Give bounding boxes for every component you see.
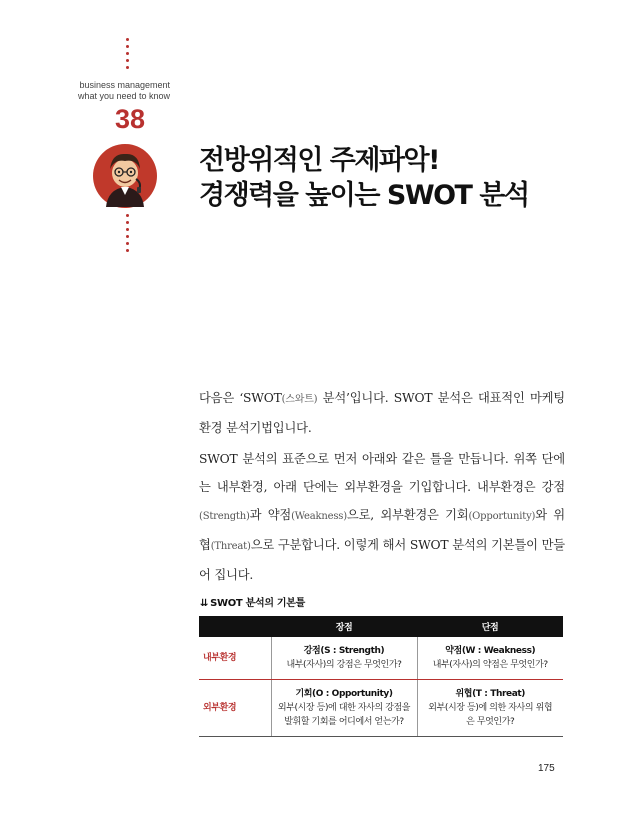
p2-text-7: 와 위협 [199, 508, 565, 552]
p1-text-b: 분석’입니다. SWOT 분석은 대표적인 마케팅 환경 분석기법입니다. [199, 391, 565, 435]
cell-title: 위협(T : Threat) [455, 689, 525, 699]
p2-annotation-opportunity: (Opportunity) [468, 511, 536, 522]
column-header: 장점 [271, 616, 417, 637]
p2-text-9: 으로 구분합니다. 이렇게 해서 SWOT 분석의 기본틀이 만들어 집니다. [199, 538, 565, 582]
cell-desc: 외부(시장 등)에 대한 자사의 강점을 [277, 703, 411, 713]
table-header-row [199, 616, 563, 637]
page-number: 175 [538, 763, 555, 774]
p1-annotation: (스와트) [281, 394, 318, 405]
cell-title: 강점(S : Strength) [303, 646, 385, 656]
double-chevron-down-icon: ⇊ [200, 598, 209, 609]
decorative-dots-bottom [126, 214, 130, 256]
table-cell-threat [417, 680, 563, 737]
table-row [199, 680, 563, 737]
figure-caption [200, 594, 305, 609]
figure-caption-text: SWOT 분석의 기본틀 [210, 598, 305, 609]
p2-text-5: 으로, 외부환경은 기회 [346, 508, 469, 522]
cell-desc: 은 무엇인가? [466, 717, 515, 727]
table-cell-weakness [417, 637, 563, 680]
decorative-dots-top [126, 38, 130, 73]
series-tagline [58, 80, 170, 102]
tagline-line-2: what you need to know [77, 91, 170, 101]
table-cell-opportunity [271, 680, 417, 737]
swot-table [199, 616, 563, 737]
p2-annotation-weakness: (Weakness) [291, 511, 347, 522]
page-title [199, 143, 599, 213]
p1-text-a: 다음은 ‘SWOT [199, 391, 282, 405]
row-header: 외부환경 [199, 680, 271, 737]
chapter-number: 38 [114, 104, 146, 134]
p2-text-3: 과 약점 [249, 508, 292, 522]
title-line-2: 경쟁력을 높이는 SWOT 분석 [199, 180, 529, 211]
p2-annotation-threat: (Threat) [210, 541, 251, 552]
cell-desc: 발휘할 기회를 어디에서 얻는가? [284, 717, 404, 727]
column-header: 단점 [417, 616, 563, 637]
cell-desc: 내부(자사)의 강점은 무엇인가? [286, 660, 402, 670]
title-line-1: 전방위적인 주제파악! [199, 145, 439, 176]
cell-desc: 외부(시장 등)에 의한 자사의 위협 [428, 703, 553, 713]
character-avatar-icon [92, 143, 158, 209]
cell-title: 약점(W : Weakness) [445, 646, 536, 656]
tagline-line-1: business management [79, 80, 170, 90]
header-corner [199, 616, 271, 637]
body-text [199, 384, 565, 592]
paragraph-1 [199, 384, 565, 442]
table-cell-strength [271, 637, 417, 680]
row-header: 내부환경 [199, 637, 271, 680]
cell-desc: 내부(자사)의 약점은 무엇인가? [432, 660, 548, 670]
cell-title: 기회(O : Opportunity) [295, 689, 393, 699]
p2-text-1: SWOT 분석의 표준으로 먼저 아래와 같은 틀을 만듭니다. 위쪽 단에는 내부환경, 아래 단에는 외부환경을 기입합니다. 내부환경은 강점 [199, 452, 565, 494]
table-row [199, 637, 563, 680]
paragraph-2 [199, 445, 565, 589]
p2-annotation-strength: (Strength) [199, 511, 250, 522]
